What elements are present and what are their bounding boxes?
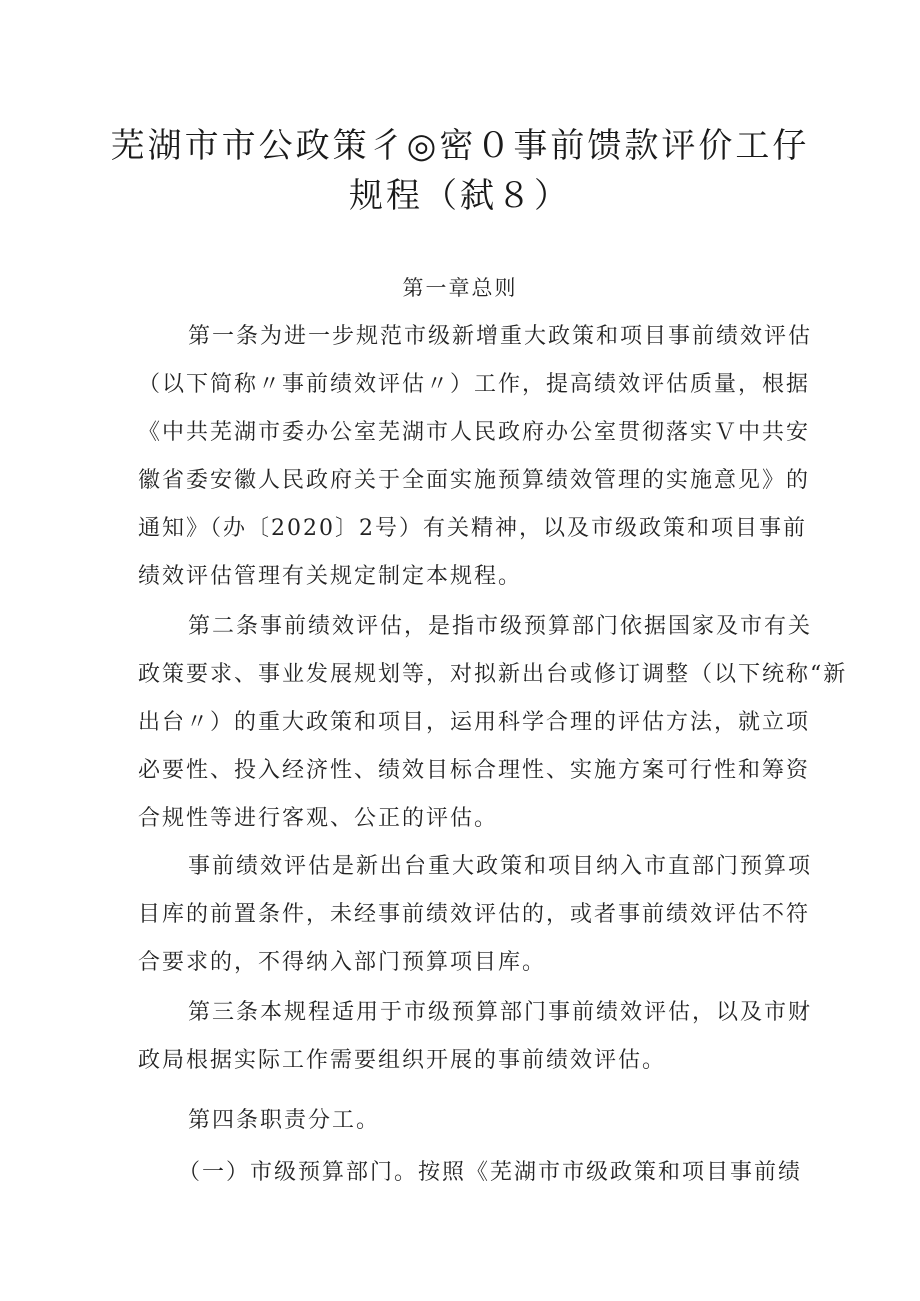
paragraph-line: 徽省委安徽人民政府关于全面实施预算绩效管理的实施意见》的 [138, 468, 811, 493]
paragraph-line: （一）市级预算部门。按照《芜湖市市级政策和项目事前绩 [178, 1160, 803, 1185]
paragraph-line: 第二条事前绩效评估，是指市级预算部门依据国家及市有关 [188, 614, 813, 639]
paragraph-line: 必要性、投入经济性、绩效目标合理性、实施方案可行性和筹资 [138, 758, 811, 783]
paragraph-line: 目库的前置条件，未经事前绩效评估的，或者事前绩效评估不符 [138, 902, 811, 927]
chapter-heading: 第一章总则 [402, 276, 518, 300]
paragraph-line: 第三条本规程适用于市级预算部门事前绩效评估，以及市财 [188, 1000, 813, 1025]
paragraph-line: 通知》（办〔2020〕2号）有关精神，以及市级政策和项目事前 [138, 516, 807, 541]
paragraph-line: 出台〃）的重大政策和项目，运用科学合理的评估方法，就立项 [138, 710, 811, 735]
paragraph-line: 第一条为进一步规范市级新增重大政策和项目事前绩效评估 [188, 324, 813, 349]
document-title-line-2: 规程（弑８） [349, 176, 571, 216]
paragraph-line: 《中共芜湖市委办公室芜湖市人民政府办公室贯彻落实Ｖ中共安 [138, 420, 811, 445]
paragraph-line: 合要求的，不得纳入部门预算项目库。 [138, 950, 547, 975]
paragraph-line: 事前绩效评估是新出台重大政策和项目纳入市直部门预算项 [188, 854, 813, 879]
document-title-line-1: 芜湖市市公政策彳◎密０事前馈款评价工仔 [110, 126, 810, 166]
paragraph-line: （以下简称〃事前绩效评估〃）工作，提高绩效评估质量，根据 [138, 372, 811, 397]
paragraph-line: 合规性等进行客观、公正的评估。 [138, 806, 499, 831]
paragraph-line: 政局根据实际工作需要组织开展的事前绩效评估。 [138, 1048, 667, 1073]
paragraph-line: 第四条职责分工。 [188, 1108, 381, 1133]
paragraph-line: 政策要求、事业发展规划等，对拟新出台或修订调整（以下统称“新 [138, 662, 848, 687]
paragraph-line: 绩效评估管理有关规定制定本规程。 [138, 564, 523, 589]
